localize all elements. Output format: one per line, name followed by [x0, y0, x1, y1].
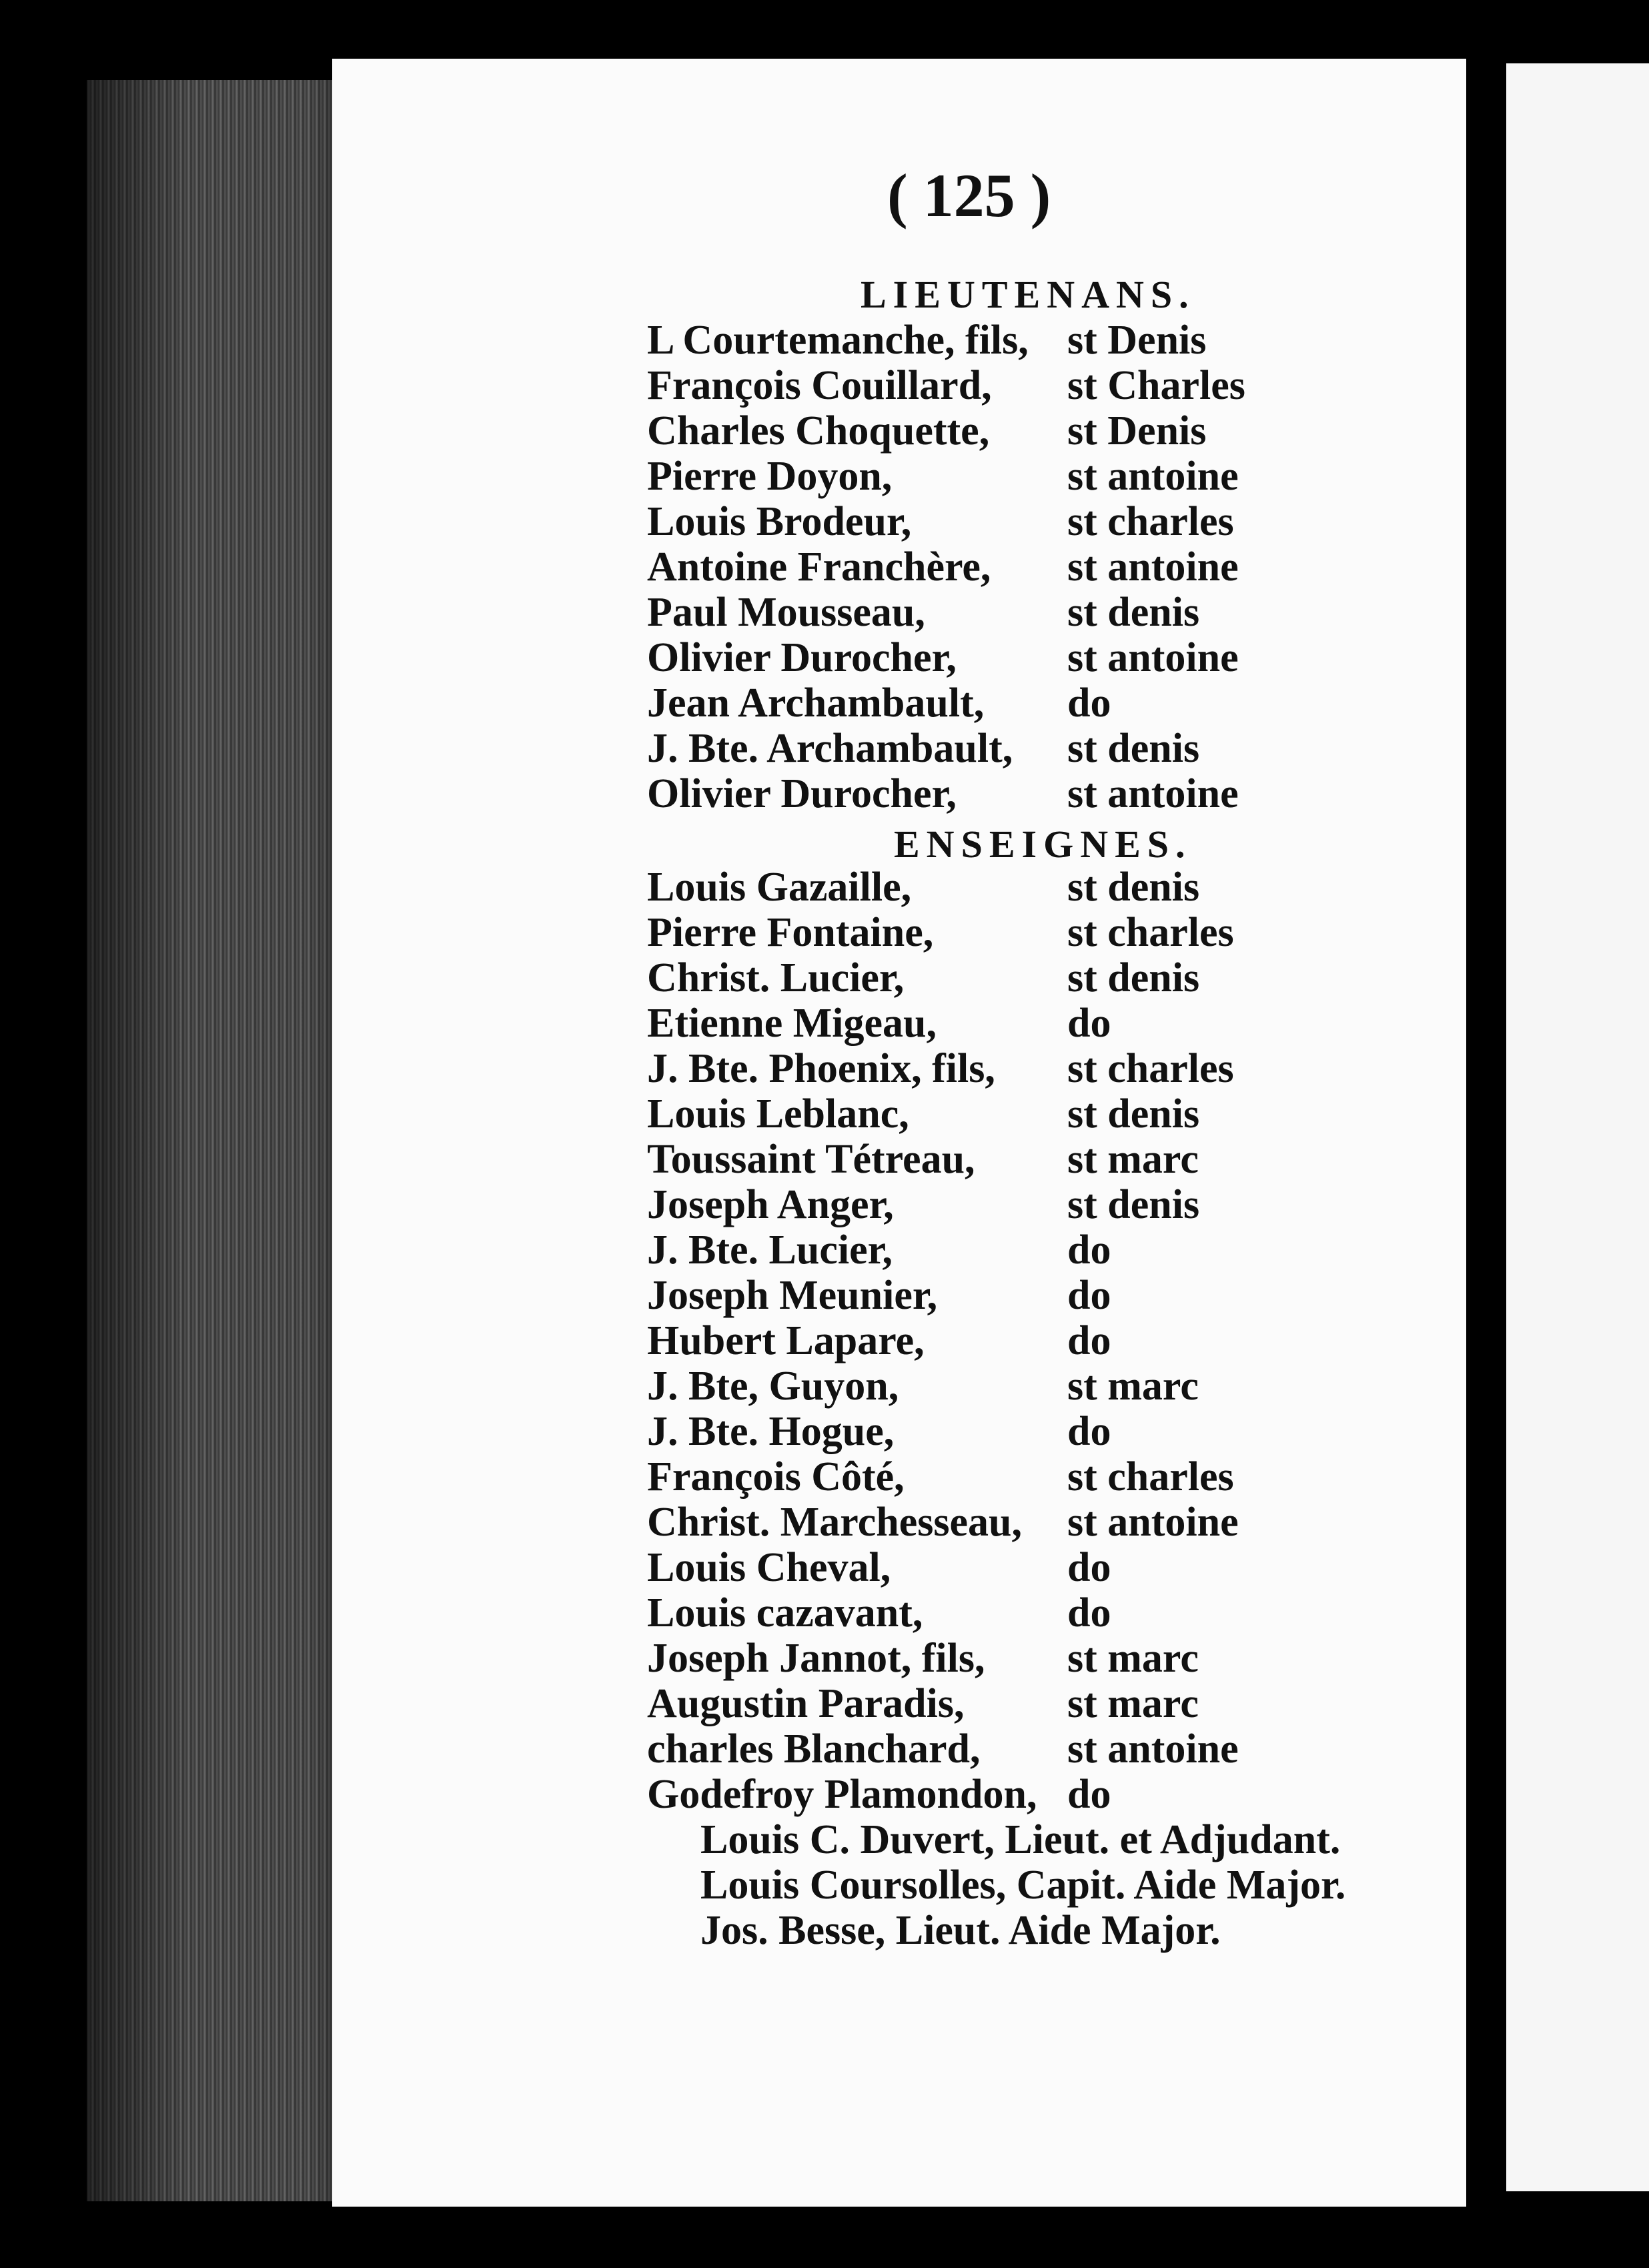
officer-parish: st Denis	[1067, 408, 1207, 454]
list-item	[0, 680, 1649, 726]
section-title-lieutenans: LIEUTENANS.	[861, 273, 1195, 316]
officer-parish: do	[1067, 1772, 1111, 1817]
officer-name: François Couillard,	[647, 363, 992, 408]
officer-parish: st marc	[1067, 1636, 1199, 1681]
officer-name: Antoine Franchère,	[647, 544, 991, 590]
officer-name: Louis cazavant,	[647, 1590, 923, 1636]
officer-parish: st charles	[1067, 499, 1234, 544]
page-number: ( 125 )	[887, 161, 1051, 229]
list-item	[0, 864, 1649, 911]
officer-name: J. Bte, Guyon,	[647, 1363, 899, 1409]
list-item	[0, 1181, 1649, 1228]
officer-parish: do	[1067, 1227, 1111, 1273]
list-item	[0, 1136, 1649, 1183]
officer-parish: st antoine	[1067, 544, 1239, 590]
list-item	[0, 725, 1649, 772]
staff-line: Louis C. Duvert, Lieut. et Adjudant.	[700, 1817, 1341, 1862]
officer-parish: do	[1067, 1409, 1111, 1454]
officer-name: François Côté,	[647, 1454, 905, 1500]
officer-name: Paul Mousseau,	[647, 590, 925, 635]
list-item	[0, 362, 1649, 409]
officer-parish: st charles	[1067, 1046, 1234, 1091]
list-item	[0, 1726, 1649, 1772]
staff-line: Jos. Besse, Lieut. Aide Major.	[700, 1908, 1221, 1953]
officer-name: Olivier Durocher,	[647, 635, 957, 680]
officer-name: charles Blanchard,	[647, 1726, 981, 1772]
officer-name: Pierre Doyon,	[647, 454, 893, 499]
officer-parish: do	[1067, 1001, 1111, 1046]
officer-parish: st marc	[1067, 1681, 1199, 1726]
officer-name: Louis Brodeur,	[647, 499, 912, 544]
officer-parish: st Denis	[1067, 318, 1207, 363]
officer-parish: do	[1067, 1590, 1111, 1636]
list-item	[0, 1000, 1649, 1047]
officer-name: Toussaint Tétreau,	[647, 1137, 975, 1182]
officer-name: Olivier Durocher,	[647, 771, 957, 816]
officer-parish: st denis	[1067, 955, 1200, 1001]
list-item	[0, 544, 1649, 590]
list-item	[0, 589, 1649, 636]
officer-name: Louis Gazaille,	[647, 865, 912, 910]
officer-parish: st denis	[1067, 865, 1200, 910]
list-item	[0, 317, 1649, 364]
list-item	[0, 1408, 1649, 1455]
officer-name: Louis Cheval,	[647, 1545, 891, 1590]
list-item	[0, 1317, 1649, 1364]
officer-parish: do	[1067, 680, 1111, 726]
officer-parish: st charles	[1067, 1454, 1234, 1500]
officer-parish: st antoine	[1067, 454, 1239, 499]
list-item	[0, 1045, 1649, 1092]
officer-name: Augustin Paradis,	[647, 1681, 965, 1726]
officer-parish: st antoine	[1067, 771, 1239, 816]
officer-parish: st antoine	[1067, 1726, 1239, 1772]
officer-name: Christ. Lucier,	[647, 955, 905, 1001]
officer-parish: st antoine	[1067, 635, 1239, 680]
staff-line: Louis Coursolles, Capit. Aide Major.	[700, 1862, 1346, 1908]
officer-name: Etienne Migeau,	[647, 1001, 937, 1046]
list-item	[0, 634, 1649, 681]
officer-parish: st marc	[1067, 1137, 1199, 1182]
list-item	[0, 1091, 1649, 1137]
list-item	[0, 1363, 1649, 1409]
list-item	[0, 955, 1649, 1001]
list-item	[0, 498, 1649, 545]
officer-parish: do	[1067, 1273, 1111, 1318]
list-item	[0, 770, 1649, 817]
officer-parish: do	[1067, 1318, 1111, 1363]
officer-parish: st marc	[1067, 1363, 1199, 1409]
officer-name: L Courtemanche, fils,	[647, 318, 1029, 363]
list-item	[0, 1771, 1649, 1818]
officer-name: Christ. Marchesseau,	[647, 1500, 1022, 1545]
list-item	[0, 1635, 1649, 1682]
list-item	[0, 408, 1649, 454]
officer-name: J. Bte. Hogue,	[647, 1409, 895, 1454]
section-title-enseignes: ENSEIGNES.	[894, 822, 1192, 866]
list-item	[0, 1590, 1649, 1636]
list-item	[0, 1544, 1649, 1591]
officer-name: Joseph Jannot, fils,	[647, 1636, 985, 1681]
officer-name: J. Bte. Phoenix, fils,	[647, 1046, 995, 1091]
list-item	[0, 1227, 1649, 1273]
officer-parish: st charles	[1067, 910, 1234, 955]
officer-parish: st denis	[1067, 590, 1200, 635]
officer-name: Charles Choquette,	[647, 408, 990, 454]
officer-name: J. Bte. Archambault,	[647, 726, 1013, 771]
officer-name: Hubert Lapare,	[647, 1318, 925, 1363]
list-item	[0, 1499, 1649, 1546]
list-item	[0, 1454, 1649, 1500]
officer-name: Godefroy Plamondon,	[647, 1772, 1037, 1817]
list-item	[0, 453, 1649, 500]
officer-name: Joseph Anger,	[647, 1182, 894, 1227]
officer-parish: st Charles	[1067, 363, 1245, 408]
officer-parish: st denis	[1067, 1091, 1200, 1137]
officer-name: J. Bte. Lucier,	[647, 1227, 893, 1273]
officer-parish: st denis	[1067, 726, 1200, 771]
list-item	[0, 1272, 1649, 1319]
list-item	[0, 1680, 1649, 1727]
officer-parish: st denis	[1067, 1182, 1200, 1227]
officer-name: Joseph Meunier,	[647, 1273, 938, 1318]
list-item	[0, 909, 1649, 956]
officer-parish: st antoine	[1067, 1500, 1239, 1545]
officer-name: Jean Archambault,	[647, 680, 985, 726]
officer-name: Pierre Fontaine,	[647, 910, 934, 955]
officer-parish: do	[1067, 1545, 1111, 1590]
officer-name: Louis Leblanc,	[647, 1091, 909, 1137]
